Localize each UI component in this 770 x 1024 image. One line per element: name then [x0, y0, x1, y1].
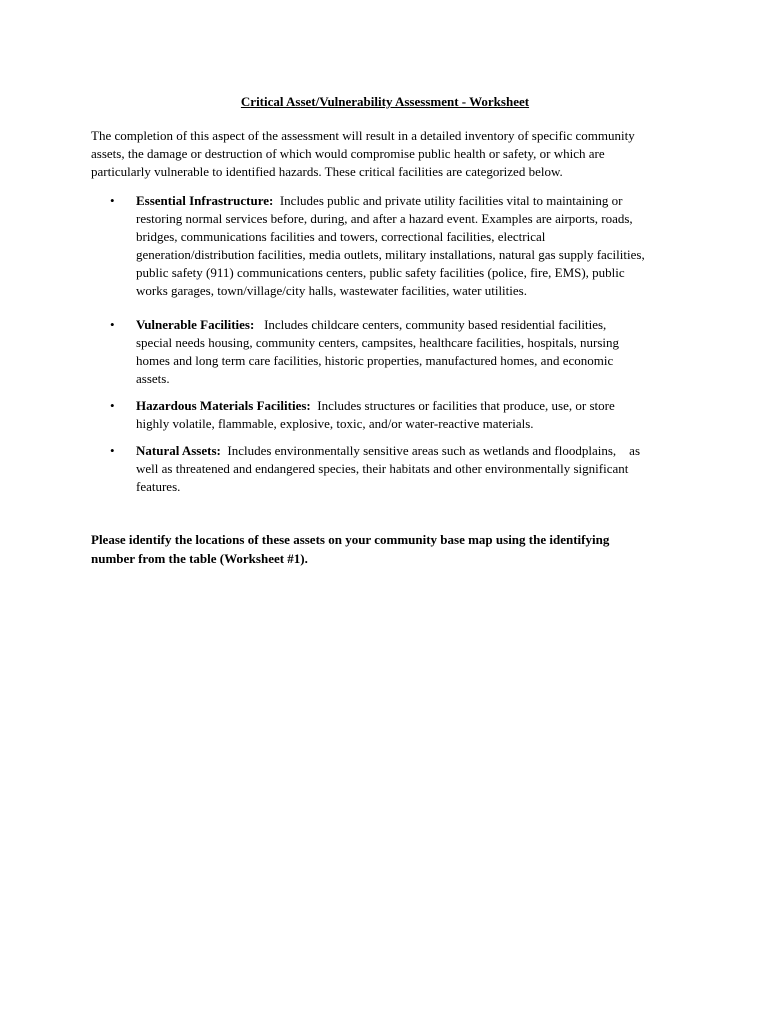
bullet-icon: • — [110, 317, 115, 332]
list-item-line: generation/distribution facilities, media outlets, military installations, natural gas supply facilities, — [136, 247, 645, 262]
list-item-text: Includes childcare centers, community based residential facilities, — [254, 317, 607, 332]
list-item-hazardous-materials-facilities — [110, 397, 696, 433]
list-item-essential-infrastructure — [110, 192, 696, 300]
list-item-text: Includes public and private utility facilities vital to maintaining or — [273, 193, 623, 208]
intro-line: particularly vulnerable to identified hazards. These critical facilities are categorized below. — [91, 164, 563, 179]
list-item-line: homes and long term care facilities, historic properties, manufactured homes, and economic — [136, 353, 614, 368]
list-item-line — [136, 397, 696, 415]
list-item-line: works garages, town/village/city halls, wastewater facilities, water utilities. — [136, 283, 527, 298]
bullet-icon: • — [110, 193, 115, 208]
intro-paragraph — [91, 127, 691, 181]
list-item-vulnerable-facilities — [110, 316, 696, 388]
list-item-line — [136, 192, 696, 210]
list-item-text: Includes structures or facilities that produce, use, or store — [310, 398, 615, 413]
page-title: Critical Asset/Vulnerability Assessment - Worksheet — [240, 94, 530, 109]
bullet-icon: • — [110, 398, 115, 413]
list-item-line — [136, 442, 696, 460]
list-item-label: Hazardous Materials Facilities: — [136, 398, 311, 413]
intro-line: The completion of this aspect of the assessment will result in a detailed inventory of specific community — [91, 128, 635, 143]
list-item-text: Includes environmentally sensitive areas such as wetlands and floodplains, as — [220, 443, 641, 458]
list-item-line: features. — [136, 479, 181, 494]
closing-line: Please identify the locations of these assets on your community base map using the identifying — [91, 532, 610, 547]
list-item-line: special needs housing, community centers, campsites, healthcare facilities, hospitals, nursing — [136, 335, 620, 350]
list-item-label: Natural Assets: — [136, 443, 221, 458]
list-item-line: public safety (911) communications centers, public safety facilities (police, fire, EMS), public — [136, 265, 625, 280]
intro-line: assets, the damage or destruction of which would compromise public health or safety, or which are — [91, 146, 605, 161]
list-item-line: bridges, communications facilities and towers, correctional facilities, electrical — [136, 229, 546, 244]
list-item-label: Essential Infrastructure: — [136, 193, 274, 208]
list-item-line: well as threatened and endangered species, their habitats and other environmentally significant — [136, 461, 629, 476]
list-item-line: assets. — [136, 371, 170, 386]
bullet-icon: • — [110, 443, 115, 458]
list-item-label: Vulnerable Facilities: — [136, 317, 255, 332]
closing-line: number from the table (Worksheet #1). — [91, 551, 308, 566]
list-item-line — [136, 316, 696, 334]
list-item-line: highly volatile, flammable, explosive, toxic, and/or water-reactive materials. — [136, 416, 534, 431]
list-item-line: restoring normal services before, during, and after a hazard event. Examples are airports, roads, — [136, 211, 633, 226]
list-item-natural-assets — [110, 442, 696, 496]
closing-instruction — [91, 530, 691, 568]
